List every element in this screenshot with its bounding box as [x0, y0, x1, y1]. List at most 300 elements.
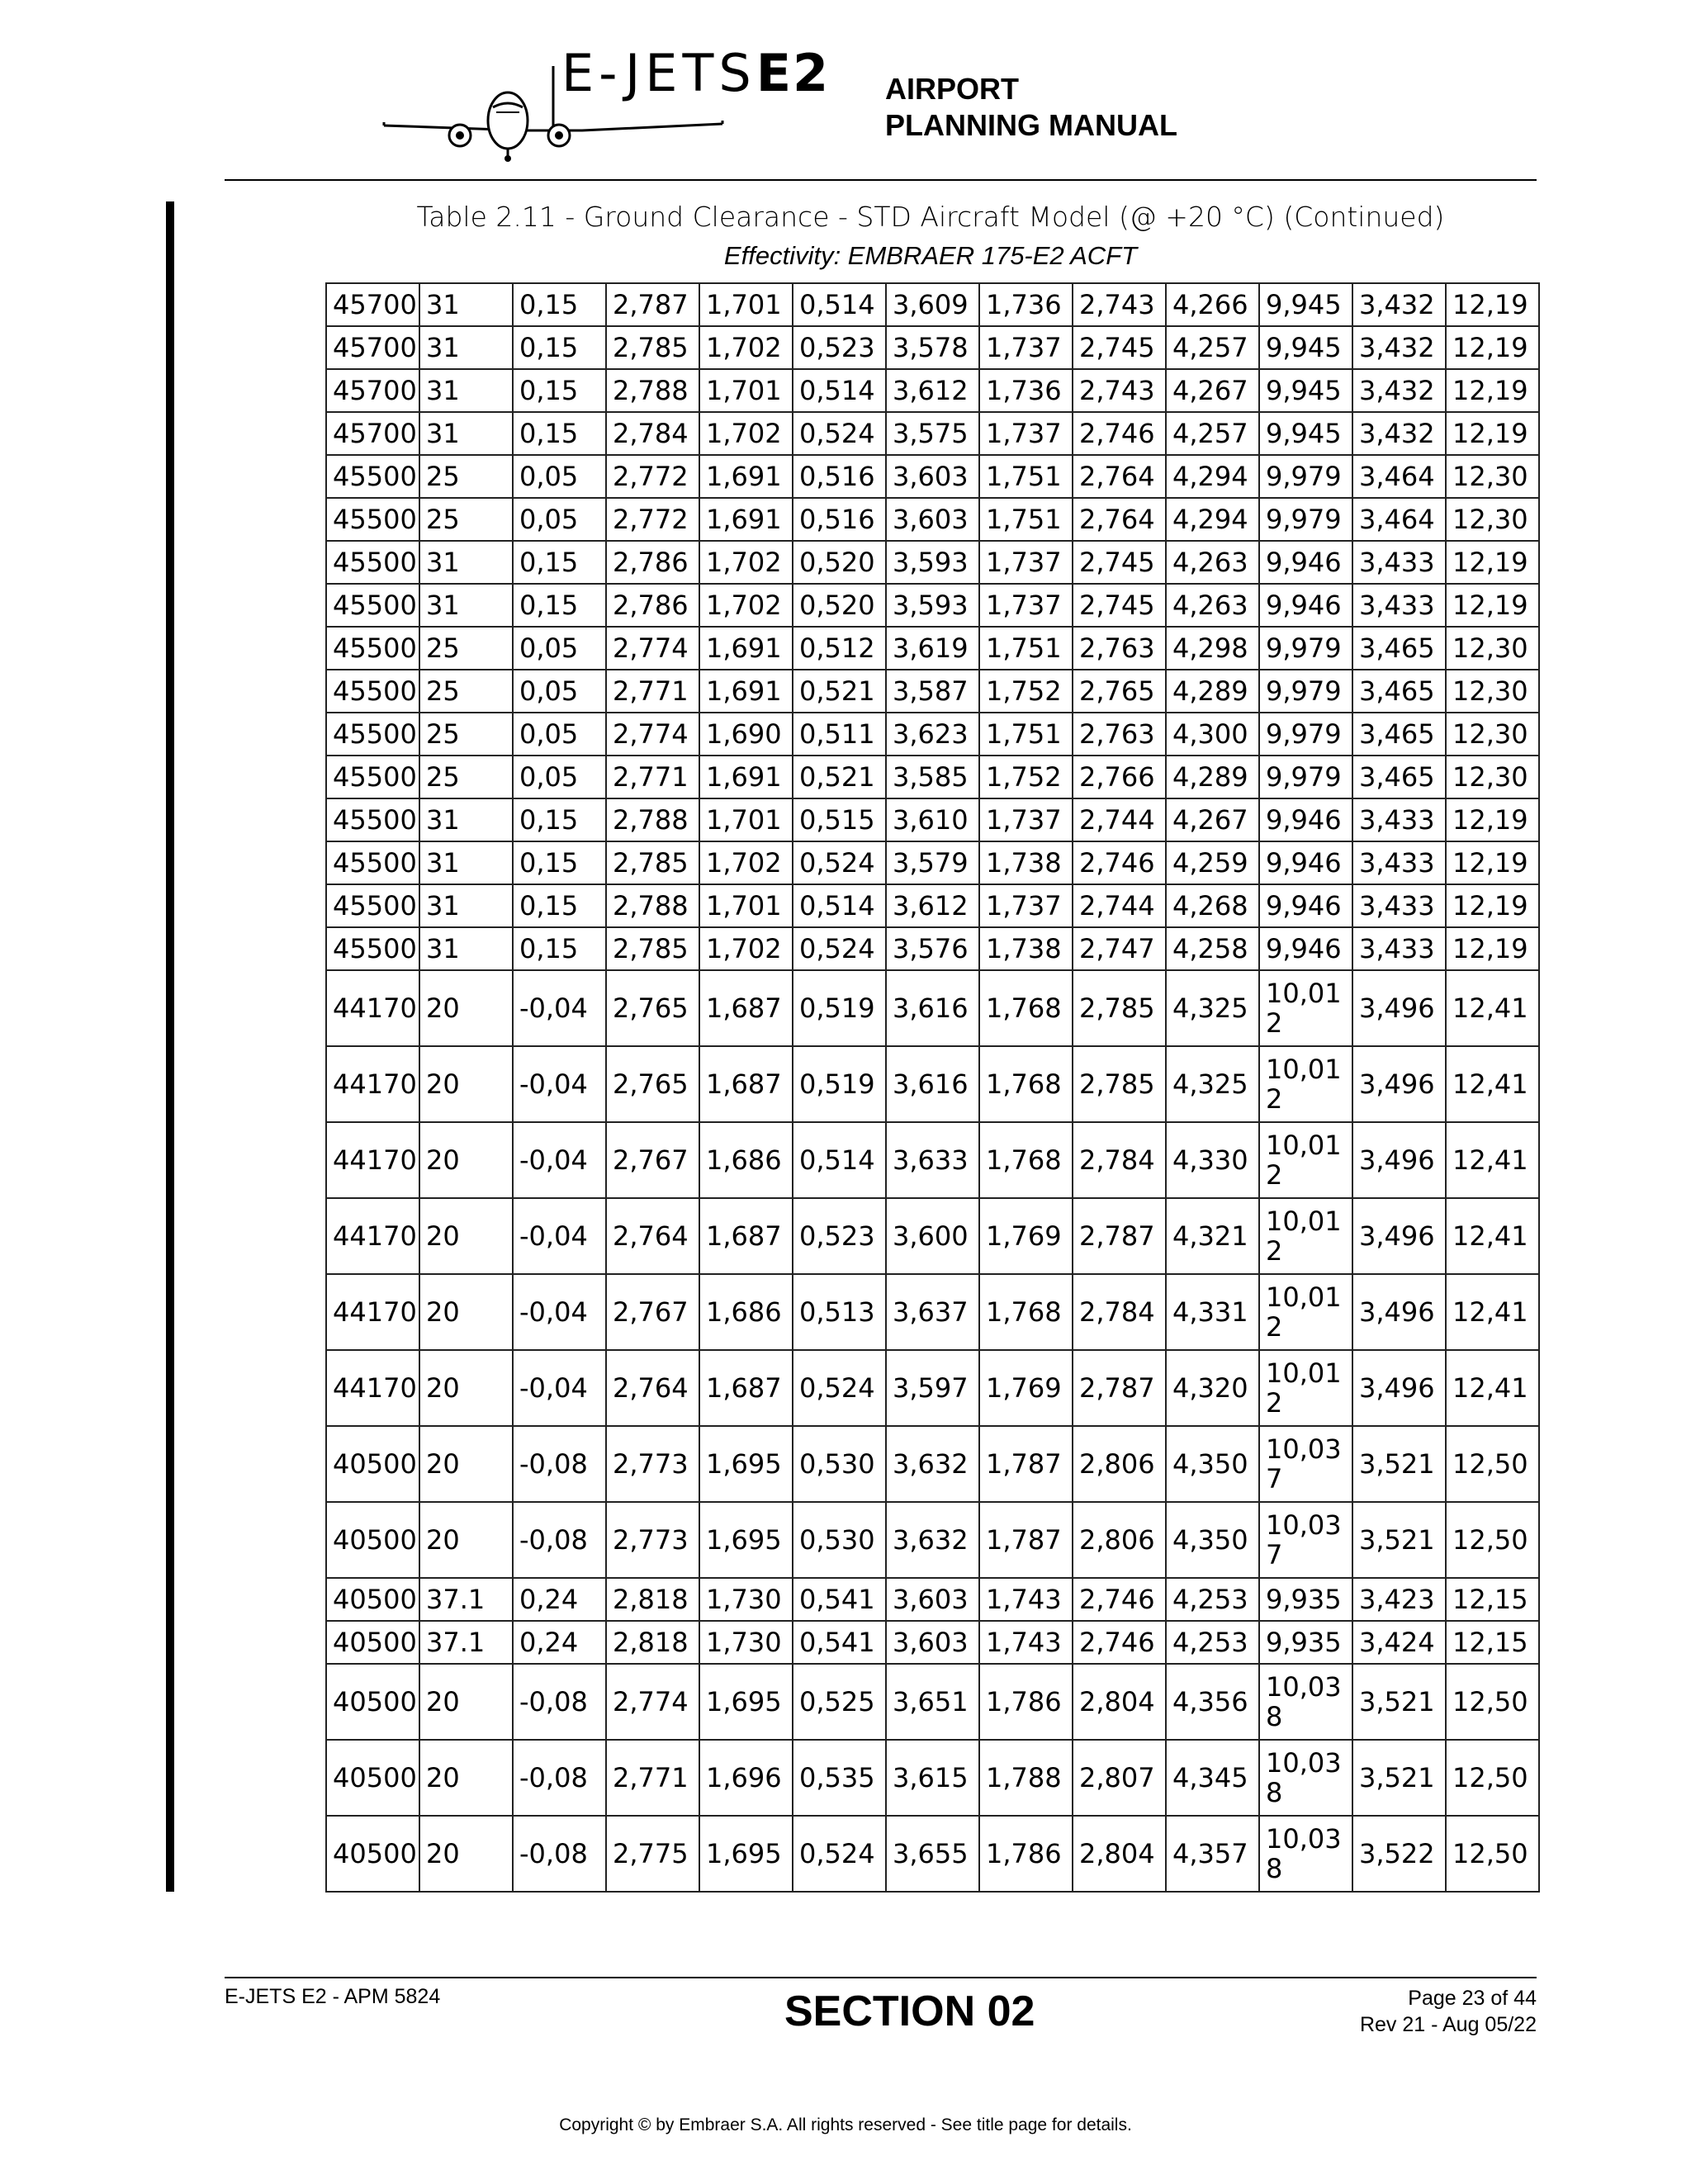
table-cell: 25 — [419, 713, 513, 756]
table-cell: 4,298 — [1166, 627, 1259, 670]
table-cell: 3,597 — [886, 1350, 979, 1426]
table-row — [326, 1816, 1539, 1892]
table-cell: 1,769 — [979, 1350, 1073, 1426]
table-cell: 2,765 — [606, 970, 699, 1046]
table-cell: 4,357 — [1166, 1816, 1259, 1892]
table-cell: 1,743 — [979, 1621, 1073, 1664]
table-cell: 10,03 7 — [1259, 1502, 1352, 1578]
table-cell: 4,268 — [1166, 884, 1259, 927]
table-cell: 2,788 — [606, 369, 699, 412]
table-row — [326, 713, 1539, 756]
table-cell: 0,530 — [793, 1426, 886, 1502]
manual-title-line1: AIRPORT — [885, 72, 1019, 106]
table-cell: 3,615 — [886, 1740, 979, 1816]
table-cell: 0,513 — [793, 1274, 886, 1350]
table-cell: 2,746 — [1073, 1578, 1166, 1621]
table-cell: 3,623 — [886, 713, 979, 756]
table-row — [326, 584, 1539, 627]
table-cell: -0,08 — [513, 1740, 606, 1816]
ejets-e2-logo — [376, 43, 838, 163]
table-cell: 31 — [419, 283, 513, 326]
table-cell: 0,530 — [793, 1502, 886, 1578]
table-cell: 12,41 — [1446, 1198, 1539, 1274]
table-cell: 1,691 — [699, 498, 793, 541]
table-cell: 45500 — [326, 584, 419, 627]
table-cell: 31 — [419, 798, 513, 841]
table-cell: 12,50 — [1446, 1502, 1539, 1578]
table-cell: 2,774 — [606, 1664, 699, 1740]
table-cell: 25 — [419, 756, 513, 798]
table-cell: 0,512 — [793, 627, 886, 670]
table-cell: 2,804 — [1073, 1816, 1166, 1892]
table-cell: 0,15 — [513, 584, 606, 627]
table-cell: 31 — [419, 584, 513, 627]
table-cell: 1,695 — [699, 1664, 793, 1740]
table-cell: 0,05 — [513, 670, 606, 713]
table-cell: 0,24 — [513, 1621, 606, 1664]
table-cell: 4,350 — [1166, 1502, 1259, 1578]
table-cell: 1,701 — [699, 884, 793, 927]
table-cell: 0,524 — [793, 927, 886, 970]
table-cell: 2,804 — [1073, 1664, 1166, 1740]
table-cell: 4,267 — [1166, 798, 1259, 841]
table-cell: 4,253 — [1166, 1578, 1259, 1621]
table-cell: -0,04 — [513, 1274, 606, 1350]
table-cell: 0,523 — [793, 326, 886, 369]
table-cell: 2,774 — [606, 627, 699, 670]
table-cell: 1,736 — [979, 283, 1073, 326]
table-cell: 9,979 — [1259, 627, 1352, 670]
table-cell: 2,774 — [606, 713, 699, 756]
table-cell: 9,935 — [1259, 1578, 1352, 1621]
table-cell: 1,768 — [979, 1122, 1073, 1198]
table-cell: 31 — [419, 541, 513, 584]
table-row — [326, 627, 1539, 670]
table-cell: 12,50 — [1446, 1740, 1539, 1816]
table-cell: 1,737 — [979, 412, 1073, 455]
table-cell: -0,04 — [513, 1122, 606, 1198]
table-cell: 3,579 — [886, 841, 979, 884]
table-cell: 9,946 — [1259, 584, 1352, 627]
table-cell: 1,752 — [979, 756, 1073, 798]
table-cell: 3,633 — [886, 1122, 979, 1198]
table-cell: -0,08 — [513, 1502, 606, 1578]
table-cell: 12,15 — [1446, 1578, 1539, 1621]
table-cell: 1,743 — [979, 1578, 1073, 1621]
table-cell: 3,637 — [886, 1274, 979, 1350]
table-cell: 2,764 — [1073, 498, 1166, 541]
table-cell: 45500 — [326, 627, 419, 670]
table-cell: 2,747 — [1073, 927, 1166, 970]
table-cell: 9,945 — [1259, 283, 1352, 326]
table-cell: 45500 — [326, 670, 419, 713]
table-cell: 3,603 — [886, 1621, 979, 1664]
table-cell: 4,258 — [1166, 927, 1259, 970]
table-cell: 0,516 — [793, 455, 886, 498]
table-cell: -0,08 — [513, 1426, 606, 1502]
table-cell: 0,15 — [513, 541, 606, 584]
table-row — [326, 326, 1539, 369]
table-cell: 2,744 — [1073, 884, 1166, 927]
section-label: SECTION 02 — [784, 1987, 1035, 2035]
table-cell: 0,541 — [793, 1578, 886, 1621]
table-cell: 1,691 — [699, 670, 793, 713]
table-cell: 45700 — [326, 326, 419, 369]
table-cell: 0,514 — [793, 884, 886, 927]
table-cell: 44170 — [326, 1046, 419, 1122]
table-cell: 3,465 — [1352, 756, 1446, 798]
table-row — [326, 1198, 1539, 1274]
table-cell: 0,514 — [793, 1122, 886, 1198]
table-cell: 1,730 — [699, 1578, 793, 1621]
table-cell: 2,786 — [606, 584, 699, 627]
table-cell: 9,945 — [1259, 369, 1352, 412]
table-cell: 2,764 — [1073, 455, 1166, 498]
table-cell: 4,325 — [1166, 970, 1259, 1046]
table-cell: 2,767 — [606, 1274, 699, 1350]
table-cell: 1,738 — [979, 841, 1073, 884]
table-cell: 0,515 — [793, 798, 886, 841]
table-cell: 20 — [419, 1046, 513, 1122]
footer-divider — [225, 1977, 1537, 1978]
document-id: E-JETS E2 - APM 5824 — [225, 1985, 441, 2008]
table-cell: 0,15 — [513, 798, 606, 841]
table-cell: 1,702 — [699, 927, 793, 970]
logo-wordmark: E-JETSE2 — [561, 43, 831, 103]
table-cell: 4,345 — [1166, 1740, 1259, 1816]
table-cell: 45500 — [326, 841, 419, 884]
table-row — [326, 283, 1539, 326]
table-cell: 2,764 — [606, 1198, 699, 1274]
table-cell: 0,535 — [793, 1740, 886, 1816]
table-cell: 0,520 — [793, 541, 886, 584]
table-cell: 25 — [419, 627, 513, 670]
table-cell: 12,50 — [1446, 1426, 1539, 1502]
table-cell: 1,787 — [979, 1502, 1073, 1578]
table-cell: 20 — [419, 1122, 513, 1198]
table-cell: 0,15 — [513, 326, 606, 369]
table-cell: -0,04 — [513, 1046, 606, 1122]
table-cell: 12,19 — [1446, 412, 1539, 455]
table-cell: 2,764 — [606, 1350, 699, 1426]
table-row — [326, 1046, 1539, 1122]
table-cell: 1,737 — [979, 541, 1073, 584]
table-cell: 1,701 — [699, 369, 793, 412]
table-cell: 20 — [419, 1740, 513, 1816]
table-row — [326, 1740, 1539, 1816]
table-cell: 12,19 — [1446, 369, 1539, 412]
table-cell: 2,806 — [1073, 1426, 1166, 1502]
table-row — [326, 541, 1539, 584]
table-cell: 12,19 — [1446, 798, 1539, 841]
table-cell: 10,01 2 — [1259, 1274, 1352, 1350]
table-cell: 45500 — [326, 884, 419, 927]
table-cell: 2,746 — [1073, 841, 1166, 884]
table-cell: 44170 — [326, 1198, 419, 1274]
table-cell: 0,15 — [513, 841, 606, 884]
table-cell: 12,19 — [1446, 927, 1539, 970]
table-cell: 1,686 — [699, 1274, 793, 1350]
table-row — [326, 1621, 1539, 1664]
manual-title — [885, 71, 1177, 144]
table-cell: 2,818 — [606, 1578, 699, 1621]
table-cell: 2,745 — [1073, 584, 1166, 627]
table-cell: 20 — [419, 970, 513, 1046]
table-cell: 9,979 — [1259, 498, 1352, 541]
table-cell: 3,433 — [1352, 584, 1446, 627]
table-cell: 25 — [419, 455, 513, 498]
table-cell: 2,743 — [1073, 283, 1166, 326]
table-cell: 9,945 — [1259, 326, 1352, 369]
table-row — [326, 369, 1539, 412]
table-cell: 3,496 — [1352, 1198, 1446, 1274]
table-cell: 2,745 — [1073, 326, 1166, 369]
table-cell: 3,496 — [1352, 1122, 1446, 1198]
table-cell: 9,946 — [1259, 884, 1352, 927]
table-cell: 0,511 — [793, 713, 886, 756]
table-cell: 1,696 — [699, 1740, 793, 1816]
table-cell: 3,616 — [886, 1046, 979, 1122]
table-row — [326, 798, 1539, 841]
table-cell: 1,695 — [699, 1816, 793, 1892]
table-cell: 3,464 — [1352, 455, 1446, 498]
table-cell: 12,30 — [1446, 627, 1539, 670]
table-cell: 0,15 — [513, 927, 606, 970]
table-cell: 12,19 — [1446, 884, 1539, 927]
table-body — [326, 283, 1539, 1892]
table-cell: 9,946 — [1259, 541, 1352, 584]
table-cell: 45500 — [326, 541, 419, 584]
table-cell: 1,768 — [979, 970, 1073, 1046]
table-cell: 20 — [419, 1664, 513, 1740]
table-row — [326, 1350, 1539, 1426]
table-cell: 1,701 — [699, 798, 793, 841]
table-row — [326, 455, 1539, 498]
table-cell: 37.1 — [419, 1621, 513, 1664]
table-row — [326, 970, 1539, 1046]
table-cell: 9,945 — [1259, 412, 1352, 455]
table-cell: 44170 — [326, 970, 419, 1046]
table-row — [326, 670, 1539, 713]
table-cell: 44170 — [326, 1274, 419, 1350]
table-cell: 4,294 — [1166, 498, 1259, 541]
table-cell: 2,784 — [1073, 1274, 1166, 1350]
table-cell: 3,632 — [886, 1502, 979, 1578]
table-cell: -0,04 — [513, 1198, 606, 1274]
table-cell: 2,771 — [606, 670, 699, 713]
table-cell: 12,19 — [1446, 541, 1539, 584]
revision-date: Rev 21 - Aug 05/22 — [1359, 2013, 1537, 2036]
table-cell: 12,19 — [1446, 326, 1539, 369]
table-cell: 3,522 — [1352, 1816, 1446, 1892]
table-cell: 4,325 — [1166, 1046, 1259, 1122]
table-cell: 40500 — [326, 1502, 419, 1578]
table-cell: 40500 — [326, 1426, 419, 1502]
table-cell: 40500 — [326, 1621, 419, 1664]
table-cell: 4,263 — [1166, 541, 1259, 584]
table-cell: 9,946 — [1259, 927, 1352, 970]
table-row — [326, 884, 1539, 927]
table-cell: 1,702 — [699, 841, 793, 884]
table-cell: 2,744 — [1073, 798, 1166, 841]
table-cell: 4,289 — [1166, 756, 1259, 798]
table-cell: 25 — [419, 670, 513, 713]
table-cell: 1,786 — [979, 1816, 1073, 1892]
table-cell: 9,979 — [1259, 756, 1352, 798]
table-cell: 3,576 — [886, 927, 979, 970]
table-cell: 2,785 — [1073, 1046, 1166, 1122]
table-cell: 3,433 — [1352, 798, 1446, 841]
table-cell: 2,773 — [606, 1502, 699, 1578]
table-cell: 3,496 — [1352, 1350, 1446, 1426]
table-cell: 3,655 — [886, 1816, 979, 1892]
table-cell: 45500 — [326, 455, 419, 498]
table-cell: 3,593 — [886, 541, 979, 584]
table-cell: 1,752 — [979, 670, 1073, 713]
table-cell: 12,30 — [1446, 670, 1539, 713]
table-cell: 1,687 — [699, 1198, 793, 1274]
table-cell: 2,818 — [606, 1621, 699, 1664]
table-row — [326, 1122, 1539, 1198]
table-cell: 3,651 — [886, 1664, 979, 1740]
table-cell: 12,19 — [1446, 283, 1539, 326]
table-cell: 1,786 — [979, 1664, 1073, 1740]
table-cell: 3,593 — [886, 584, 979, 627]
table-cell: 4,320 — [1166, 1350, 1259, 1426]
table-cell: 3,496 — [1352, 970, 1446, 1046]
table-cell: 12,30 — [1446, 713, 1539, 756]
copyright-notice: Copyright © by Embraer S.A. All rights reserved - See title page for details. — [559, 2115, 1132, 2134]
table-cell: 9,979 — [1259, 455, 1352, 498]
table-cell: 20 — [419, 1502, 513, 1578]
table-row — [326, 1502, 1539, 1578]
page-info — [1360, 1985, 1537, 2038]
manual-title-line2: PLANNING MANUAL — [885, 108, 1177, 142]
table-cell: 4,259 — [1166, 841, 1259, 884]
table-cell: 4,300 — [1166, 713, 1259, 756]
table-cell: 31 — [419, 412, 513, 455]
table-cell: 1,702 — [699, 326, 793, 369]
table-cell: 9,935 — [1259, 1621, 1352, 1664]
table-cell: 2,771 — [606, 756, 699, 798]
table-cell: 1,751 — [979, 713, 1073, 756]
table-cell: 10,01 2 — [1259, 1122, 1352, 1198]
table-cell: 12,41 — [1446, 1350, 1539, 1426]
table-cell: 31 — [419, 326, 513, 369]
table-cell: 1,751 — [979, 627, 1073, 670]
table-cell: 1,768 — [979, 1274, 1073, 1350]
table-cell: 20 — [419, 1274, 513, 1350]
table-cell: 3,433 — [1352, 927, 1446, 970]
table-cell: 4,266 — [1166, 283, 1259, 326]
table-cell: 2,788 — [606, 884, 699, 927]
table-cell: 31 — [419, 841, 513, 884]
table-cell: 9,946 — [1259, 798, 1352, 841]
table-cell: 12,41 — [1446, 970, 1539, 1046]
table-cell: 0,05 — [513, 627, 606, 670]
table-cell: 9,946 — [1259, 841, 1352, 884]
table-cell: -0,08 — [513, 1664, 606, 1740]
table-cell: 0,541 — [793, 1621, 886, 1664]
table-cell: 2,784 — [1073, 1122, 1166, 1198]
table-cell: 40500 — [326, 1578, 419, 1621]
table-cell: 3,433 — [1352, 541, 1446, 584]
table-cell: 0,519 — [793, 970, 886, 1046]
table-cell: 0,521 — [793, 670, 886, 713]
table-cell: 3,632 — [886, 1426, 979, 1502]
table-cell: 1,737 — [979, 584, 1073, 627]
table-cell: 0,516 — [793, 498, 886, 541]
table-cell: 2,775 — [606, 1816, 699, 1892]
table-cell: 4,350 — [1166, 1426, 1259, 1502]
table-cell: 3,465 — [1352, 713, 1446, 756]
table-cell: 1,687 — [699, 970, 793, 1046]
table-cell: 2,788 — [606, 798, 699, 841]
table-cell: 3,465 — [1352, 670, 1446, 713]
table-cell: 3,616 — [886, 970, 979, 1046]
table-cell: 3,521 — [1352, 1502, 1446, 1578]
header-divider — [225, 179, 1537, 181]
table-cell: 2,787 — [606, 283, 699, 326]
table-cell: 10,03 8 — [1259, 1664, 1352, 1740]
table-cell: 4,257 — [1166, 412, 1259, 455]
table-cell: 4,289 — [1166, 670, 1259, 713]
table-cell: 1,768 — [979, 1046, 1073, 1122]
table-cell: 40500 — [326, 1664, 419, 1740]
table-cell: 3,424 — [1352, 1621, 1446, 1664]
table-cell: 12,15 — [1446, 1621, 1539, 1664]
table-cell: 1,788 — [979, 1740, 1073, 1816]
table-cell: 2,767 — [606, 1122, 699, 1198]
table-row — [326, 756, 1539, 798]
table-cell: 45500 — [326, 713, 419, 756]
table-cell: 2,773 — [606, 1426, 699, 1502]
table-cell: 10,01 2 — [1259, 1046, 1352, 1122]
table-cell: 31 — [419, 927, 513, 970]
table-cell: 2,746 — [1073, 412, 1166, 455]
table-cell: 0,521 — [793, 756, 886, 798]
table-cell: 2,784 — [606, 412, 699, 455]
table-cell: 3,578 — [886, 326, 979, 369]
table-cell: 1,702 — [699, 412, 793, 455]
table-cell: 2,765 — [606, 1046, 699, 1122]
table-row — [326, 412, 1539, 455]
table-cell: 3,432 — [1352, 369, 1446, 412]
table-cell: 1,702 — [699, 541, 793, 584]
table-cell: 31 — [419, 884, 513, 927]
table-cell: 4,356 — [1166, 1664, 1259, 1740]
table-cell: 1,769 — [979, 1198, 1073, 1274]
table-cell: 1,787 — [979, 1426, 1073, 1502]
table-cell: 10,03 8 — [1259, 1816, 1352, 1892]
table-cell: 1,687 — [699, 1046, 793, 1122]
table-cell: 3,612 — [886, 369, 979, 412]
table-cell: 40500 — [326, 1740, 419, 1816]
table-cell: 12,41 — [1446, 1274, 1539, 1350]
table-cell: 3,521 — [1352, 1664, 1446, 1740]
table-cell: 45700 — [326, 412, 419, 455]
table-cell: 0,524 — [793, 1816, 886, 1892]
table-cell: 3,603 — [886, 498, 979, 541]
table-cell: 1,691 — [699, 455, 793, 498]
table-cell: 0,05 — [513, 455, 606, 498]
table-cell: 0,15 — [513, 369, 606, 412]
table-cell: 3,521 — [1352, 1740, 1446, 1816]
revision-change-bar — [166, 201, 174, 1892]
table-cell: 0,15 — [513, 412, 606, 455]
table-cell: 3,603 — [886, 1578, 979, 1621]
table-cell: 12,30 — [1446, 756, 1539, 798]
